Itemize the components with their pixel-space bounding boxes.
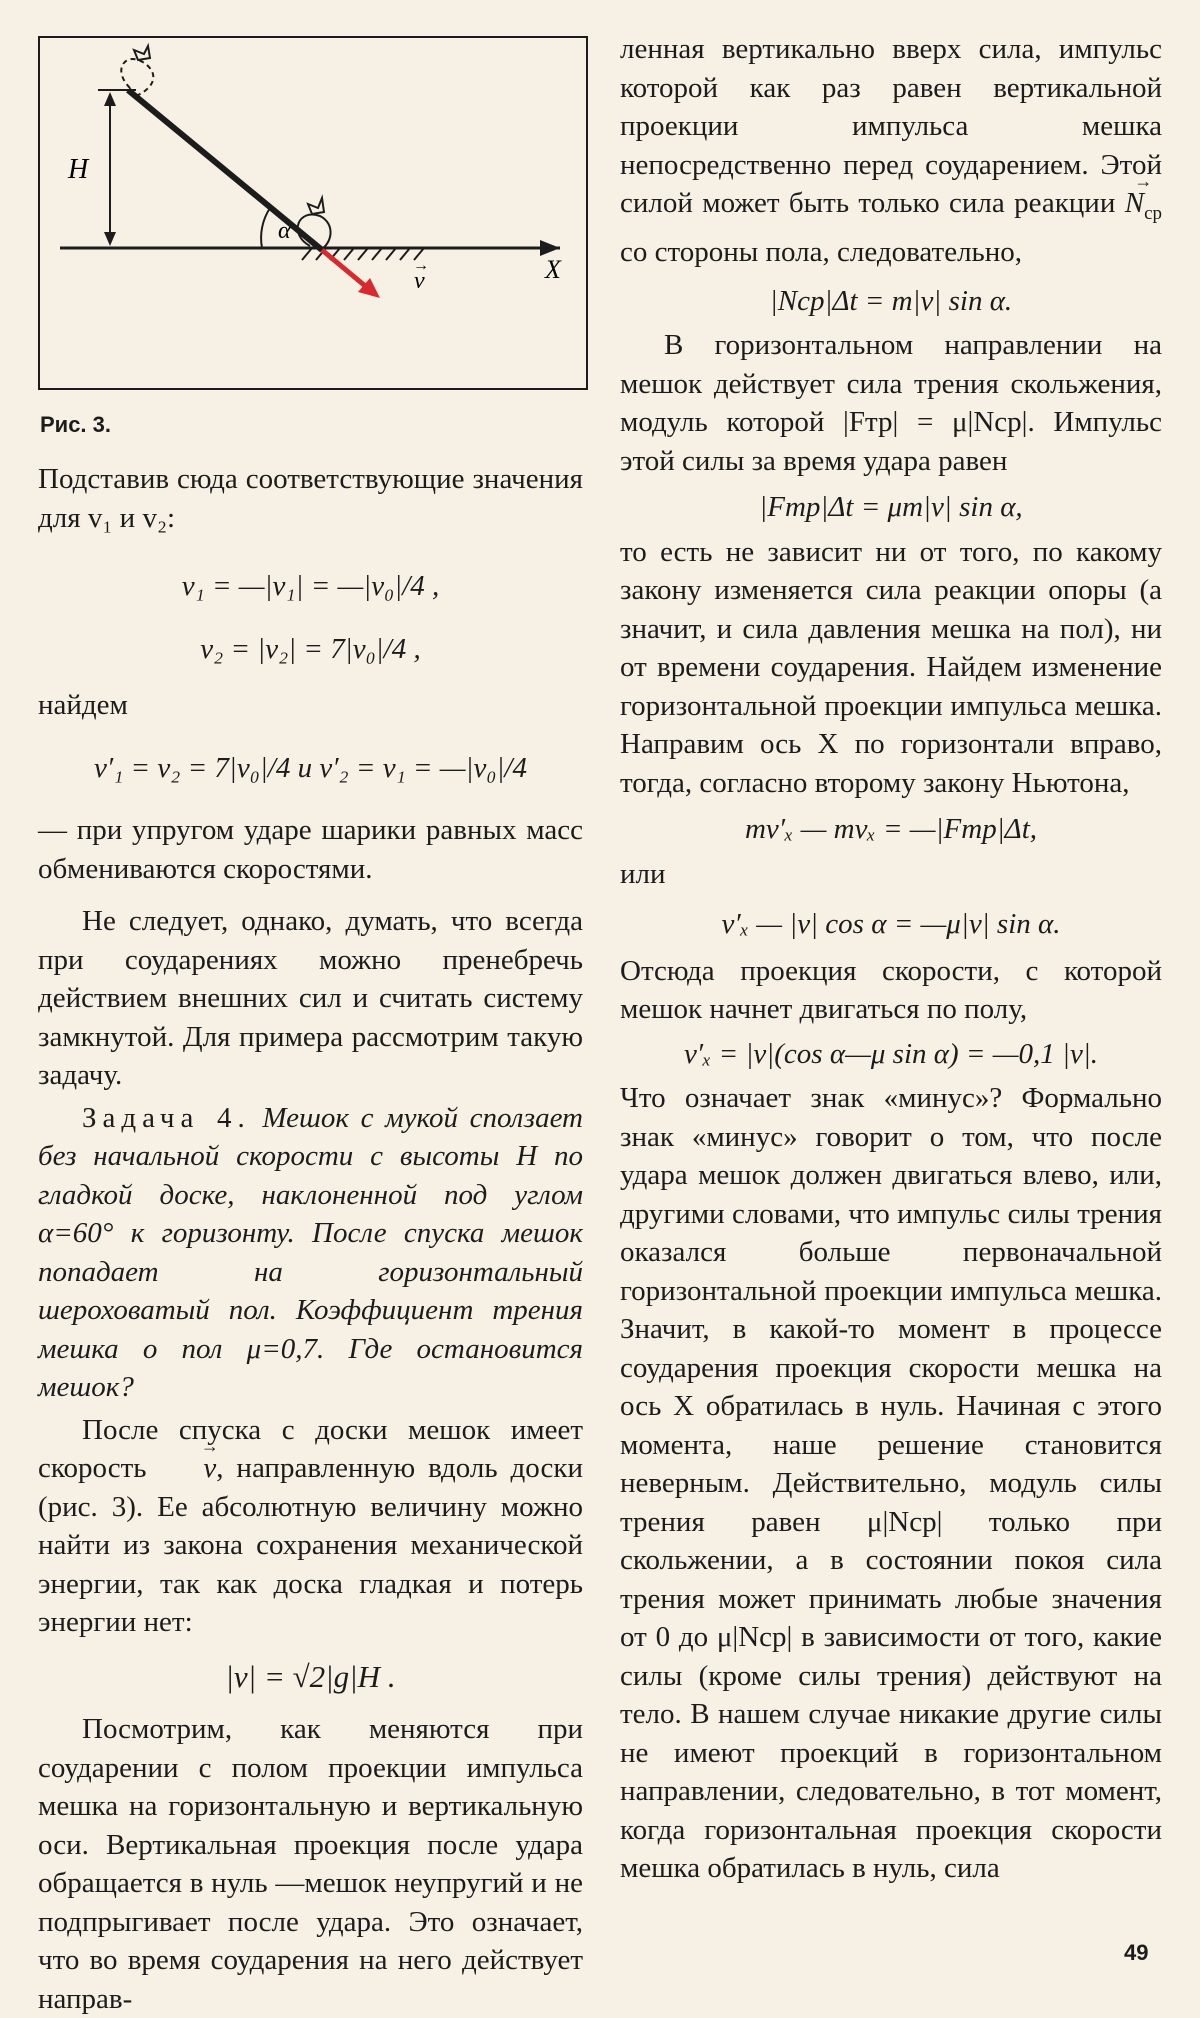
velocity-vector [322, 250, 370, 290]
left-paragraph-2: найдем [38, 689, 128, 721]
equation-v1: v₁ = —|v₁| = —|v₀|/4 , [181, 570, 440, 602]
equation-friction-impulse: |Fтр|Δt = μm|v| sin α, [759, 491, 1023, 524]
equation-result-velocity: v′ₓ = |v|(cos α—μ sin α) = —0,1 |v|. [683, 1037, 1099, 1070]
figure-caption: Рис. 3. [40, 412, 112, 437]
x-axis-arrowhead [540, 240, 560, 256]
page-number: 49 [1124, 1940, 1149, 1965]
bag-bottom-knot-icon [308, 198, 324, 214]
left-paragraph-5b: , направленную вдоль доски (рис. 3). Ее абсолютную величину можно найти из закона сохранения механической энергии, так как доска гладкая и потерь энергии нет: [38, 1452, 583, 1638]
svg-text:→: → [413, 257, 429, 274]
left-paragraph-3: — при упругом ударе шарики равных масс обмениваются скоростями. [38, 814, 583, 885]
angle-label: α [278, 218, 291, 244]
angle-arc [261, 208, 270, 248]
right-paragraph-6: Что означает знак «минус»? Формально знак «минус» говорит о том, что после удара мешок должен двигаться влево, или, другими словами, что импульс силы трения оказался больше первоначальной горизонтальной проекции импульса мешка. Значит, в какой-то момент в процессе соударения проекция скорости мешка на ось X обратилась в нуль. Начиная с этого момента, наше решение становится неверным. Действительно, модуль силы трения равен μ|Nср| только при скольжении, а в состоянии покоя сила трения может принимать любые значения от 0 до μ|Nср| в зависимости от того, какие силы (кроме силы трения) действуют на тело. В нашем случае никакие другие силы не имеют проекций в горизонтальном направлении, следовательно, в тот момент, когда горизонтальная проекция скорости мешка обратилась в нуль, сила [620, 1082, 1162, 1885]
right-paragraph-1a: ленная вертикально вверх сила, импульс которой как раз равен вертикальной проекции импульса мешка непосредственно перед соударением. Этой силой может быть только сила реакции [620, 33, 1162, 219]
left-paragraph-6: Посмотрим, как меняются при соударении с полом проекции импульса мешка на горизонтальную и вертикальную оси. Вертикальная проекция после удара обращается в нуль —мешок неупругий и не подпрыгивает после удара. Это означает, что во время соударения на него действует направ- [38, 1713, 583, 2015]
equation-projection: v′ₓ — |v| cos α = —μ|v| sin α. [721, 908, 1061, 941]
bag-top-knot-icon [134, 46, 150, 60]
normal-force-symbol: → $N_{ср}$ [1125, 184, 1162, 233]
right-column [620, 30, 1162, 1888]
figure-3 [38, 36, 588, 390]
left-paragraph-5a: После спуска с доски мешок имеет скорость [38, 1413, 583, 1484]
task-text: Мешок с мукой сползает без начальной скорости с высоты H по гладкой доске, наклоненной под углом α=60° к горизонту. После спуска мешок попадает на горизонтальный шероховатый пол. Коэффициент трения мешка о пол μ=0,7. Где остановится мешок? [38, 1101, 583, 1403]
equation-v2: v₂ = |v₂| = 7|v₀|/4 , [200, 632, 421, 665]
left-paragraph-4: Не следует, однако, думать, что всегда при соударениях можно пренебречь действием внешних сил и считать систему замкнутой. Для примера рассмотрим такую задачу. [38, 905, 583, 1091]
left-paragraph-5 [38, 1411, 583, 1642]
x-axis-label: X [545, 255, 561, 284]
right-paragraph-5: Отсюда проекция скорости, с которой мешок начнет двигаться по полу, [620, 954, 1162, 1026]
velocity-label: v [414, 268, 425, 294]
equation-speed: |v| = √2|g|H . [225, 1658, 396, 1694]
equation-normal-impulse: |Nср|Δt = m|v| sin α. [769, 284, 1013, 317]
right-paragraph-2: В горизонтальном направлении на мешок действует сила трения скольжения, модуль которой |Fтр| = μ|Nср|. Импульс этой силы за время удара равен [620, 329, 1162, 477]
right-paragraph-3: то есть не зависит ни от того, по какому закону изменяется сила реакции опоры (а значит, и сила давления мешка на пол), ни от времени соударения. Найдем изменение горизонтальной проекции импульса мешка. Направим ось X по горизонтали вправо, тогда, согласно второму закону Ньютона, [620, 535, 1162, 799]
equation-momentum-change: mv′ₓ — mvₓ = —|Fтр|Δt, [744, 813, 1038, 846]
right-paragraph-1b: со стороны пола, следовательно, [620, 236, 1023, 269]
equation-v1-prime: v′₁ = v₂ = 7|v₀|/4 и v′₂ = v₁ = —|v₀|/4 [94, 751, 527, 784]
incline-board [128, 90, 322, 250]
height-label: H [68, 154, 89, 185]
left-column [38, 460, 583, 2018]
incline-diagram [40, 38, 586, 388]
left-paragraph-1: Подставив сюда соответствующие значения для v₁ и v₂: [38, 463, 583, 534]
task-4-paragraph [38, 1099, 583, 1407]
right-paragraph-4: или [620, 857, 666, 890]
velocity-symbol: → v [159, 1449, 216, 1488]
task-label: Задача 4. [82, 1101, 251, 1134]
right-paragraph-1 [620, 30, 1162, 272]
